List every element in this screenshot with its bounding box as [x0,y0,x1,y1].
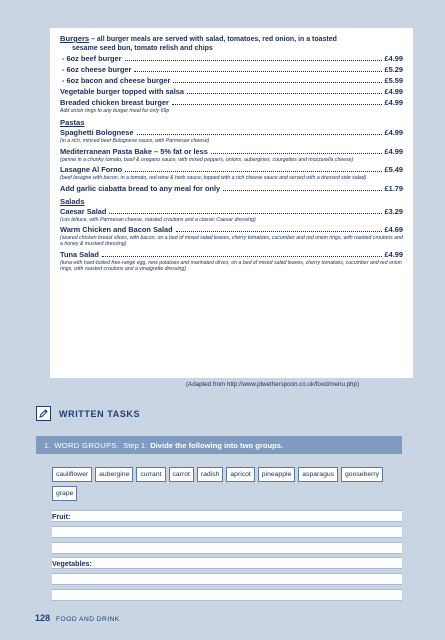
task-instruction-bar [36,436,402,454]
word-bank [52,467,402,505]
item-name: Breaded chicken breast burger [60,98,169,107]
task-label: WORD GROUPS. [54,440,120,450]
word-chip[interactable]: asparagus [298,467,338,482]
fruit-label: Fruit: [52,512,71,521]
tasks-title: WRITTEN TASKS [59,408,141,419]
vegetables-answer-line[interactable] [52,573,402,585]
item-name: - 6oz cheese burger [62,65,132,74]
item-price: £4.99 [384,98,403,107]
menu-item [60,64,403,75]
item-price: £4.99 [384,249,403,259]
leader-dots [125,60,382,61]
page-footer [35,613,120,623]
fruit-answer-line[interactable] [52,526,402,538]
leader-dots [211,153,382,154]
menu-item [60,97,403,108]
vegetables-answer-block [52,557,402,609]
item-price: £4.99 [384,128,403,138]
leader-dots [176,231,382,232]
burgers-note: Add onion rings to any burger meal for only 69p [60,108,170,114]
leader-dots [102,256,382,257]
leader-dots [173,82,381,83]
leader-dots [134,71,381,72]
fruit-answer-line[interactable] [52,542,402,554]
task-instruction: Divide the following into two groups. [150,440,284,450]
page-number: 128 [35,613,51,623]
vegetables-answer-line[interactable] [52,557,402,569]
word-chip[interactable]: grape [52,486,77,501]
item-price: £5.59 [384,76,403,85]
leader-dots [223,190,381,191]
item-name: Spaghetti Bolognese [60,128,134,138]
item-price: £5.49 [384,165,403,175]
menu-item [60,75,403,86]
leader-dots [187,93,381,94]
pencil-icon [36,406,51,421]
word-chip[interactable]: apricot [226,467,254,482]
item-name: - 6oz bacon and cheese burger [62,76,171,85]
vegetables-answer-line[interactable] [52,589,402,601]
item-price: £3.29 [384,206,403,216]
item-note: (beef lasagne with bacon, in a tomato, red wine & herb sauce, topped with a rich cheese sauce and served with a dressed side salad) [60,175,367,182]
leader-dots [172,104,382,105]
task-number: 1. [44,440,51,450]
leader-dots [125,171,381,172]
word-chip[interactable]: gooseberry [341,467,383,482]
item-name: Mediterranean Pasta Bake – 5% fat or less [60,146,208,156]
vegetables-label: Vegetables: [52,559,92,568]
item-name: - 6oz beef burger [62,54,122,63]
burgers-intro-cont: sesame seed bun, tomato relish and chips [72,45,213,52]
menu-item [60,206,403,217]
item-name: Add garlic ciabatta bread to any meal for only [60,183,221,193]
tasks-header [36,406,140,421]
menu-item [60,146,403,157]
item-name: Lasagne Al Forno [60,165,123,175]
menu-item [60,53,403,64]
item-price: £4.99 [384,146,403,156]
leader-dots [137,134,382,135]
burgers-title: Burgers [60,34,90,43]
item-price: £1.79 [384,183,403,193]
burgers-intro [60,34,403,44]
word-chip[interactable]: cauliflower [52,467,92,482]
leader-dots [109,213,381,214]
pastas-title: Pastas [60,118,85,128]
menu-item [60,249,403,260]
word-chip[interactable]: pineapple [258,467,295,482]
word-chip[interactable]: carrot [169,467,194,482]
item-name: Warm Chicken and Bacon Salad [60,225,173,235]
source-citation: (Adapted from http://www.jdwetherspoon.co.uk/food/menu.php) [186,381,360,388]
menu-item [60,86,403,97]
fruit-answer-block [52,510,402,562]
item-note: (cos lettuce, with Parmesan cheese, roasted croutons and a classic Caesar dressing) [60,216,256,223]
menu-item [60,224,403,235]
item-note: (in a rich, minced beef Bolognese sauce, with Parmesan cheese) [60,138,210,145]
item-name: Tuna Salad [60,249,99,259]
menu-card [50,28,413,378]
salads-title: Salads [60,196,85,206]
item-note: (tuna with hard-boiled free-range egg, new potatoes and marinated olives, on a bed of mixed salad leaves, cherry tomatoes, cucumber and red onion rings, with roasted croutons and a vinaigrette dressing) [60,259,402,273]
item-price: £4.69 [384,225,403,235]
item-note: (penne in a chunky tomato, basil & oregano sauce, with mixed peppers, onions, aubergines, courgettes and mozzarella cheese) [60,156,354,163]
item-name: Caesar Salad [60,206,107,216]
word-chip[interactable]: radish [197,467,224,482]
item-price: £4.99 [384,54,403,63]
item-price: £5.29 [384,65,403,74]
item-price: £4.99 [384,87,403,96]
footer-section: FOOD AND DRINK [56,616,120,623]
menu-item [60,164,403,175]
item-name: Vegetable burger topped with salsa [60,87,185,96]
burgers-intro-text: – all burger meals are served with salad, tomatoes, red onion, in a toasted [89,36,337,43]
menu-item [60,127,403,138]
task-step: Step 1: [123,440,148,450]
word-chip[interactable]: aubergine [95,467,133,482]
word-chip[interactable]: currant [136,467,165,482]
fruit-answer-line[interactable] [52,510,402,522]
menu-item [60,183,403,194]
item-note: (seared chicken breast slices, with bacon, on a bed of mixed salad leaves, cherry tomatoes, cucumber and red onion rings, with roasted croutons and a honey & mustard dressing) [60,235,403,248]
